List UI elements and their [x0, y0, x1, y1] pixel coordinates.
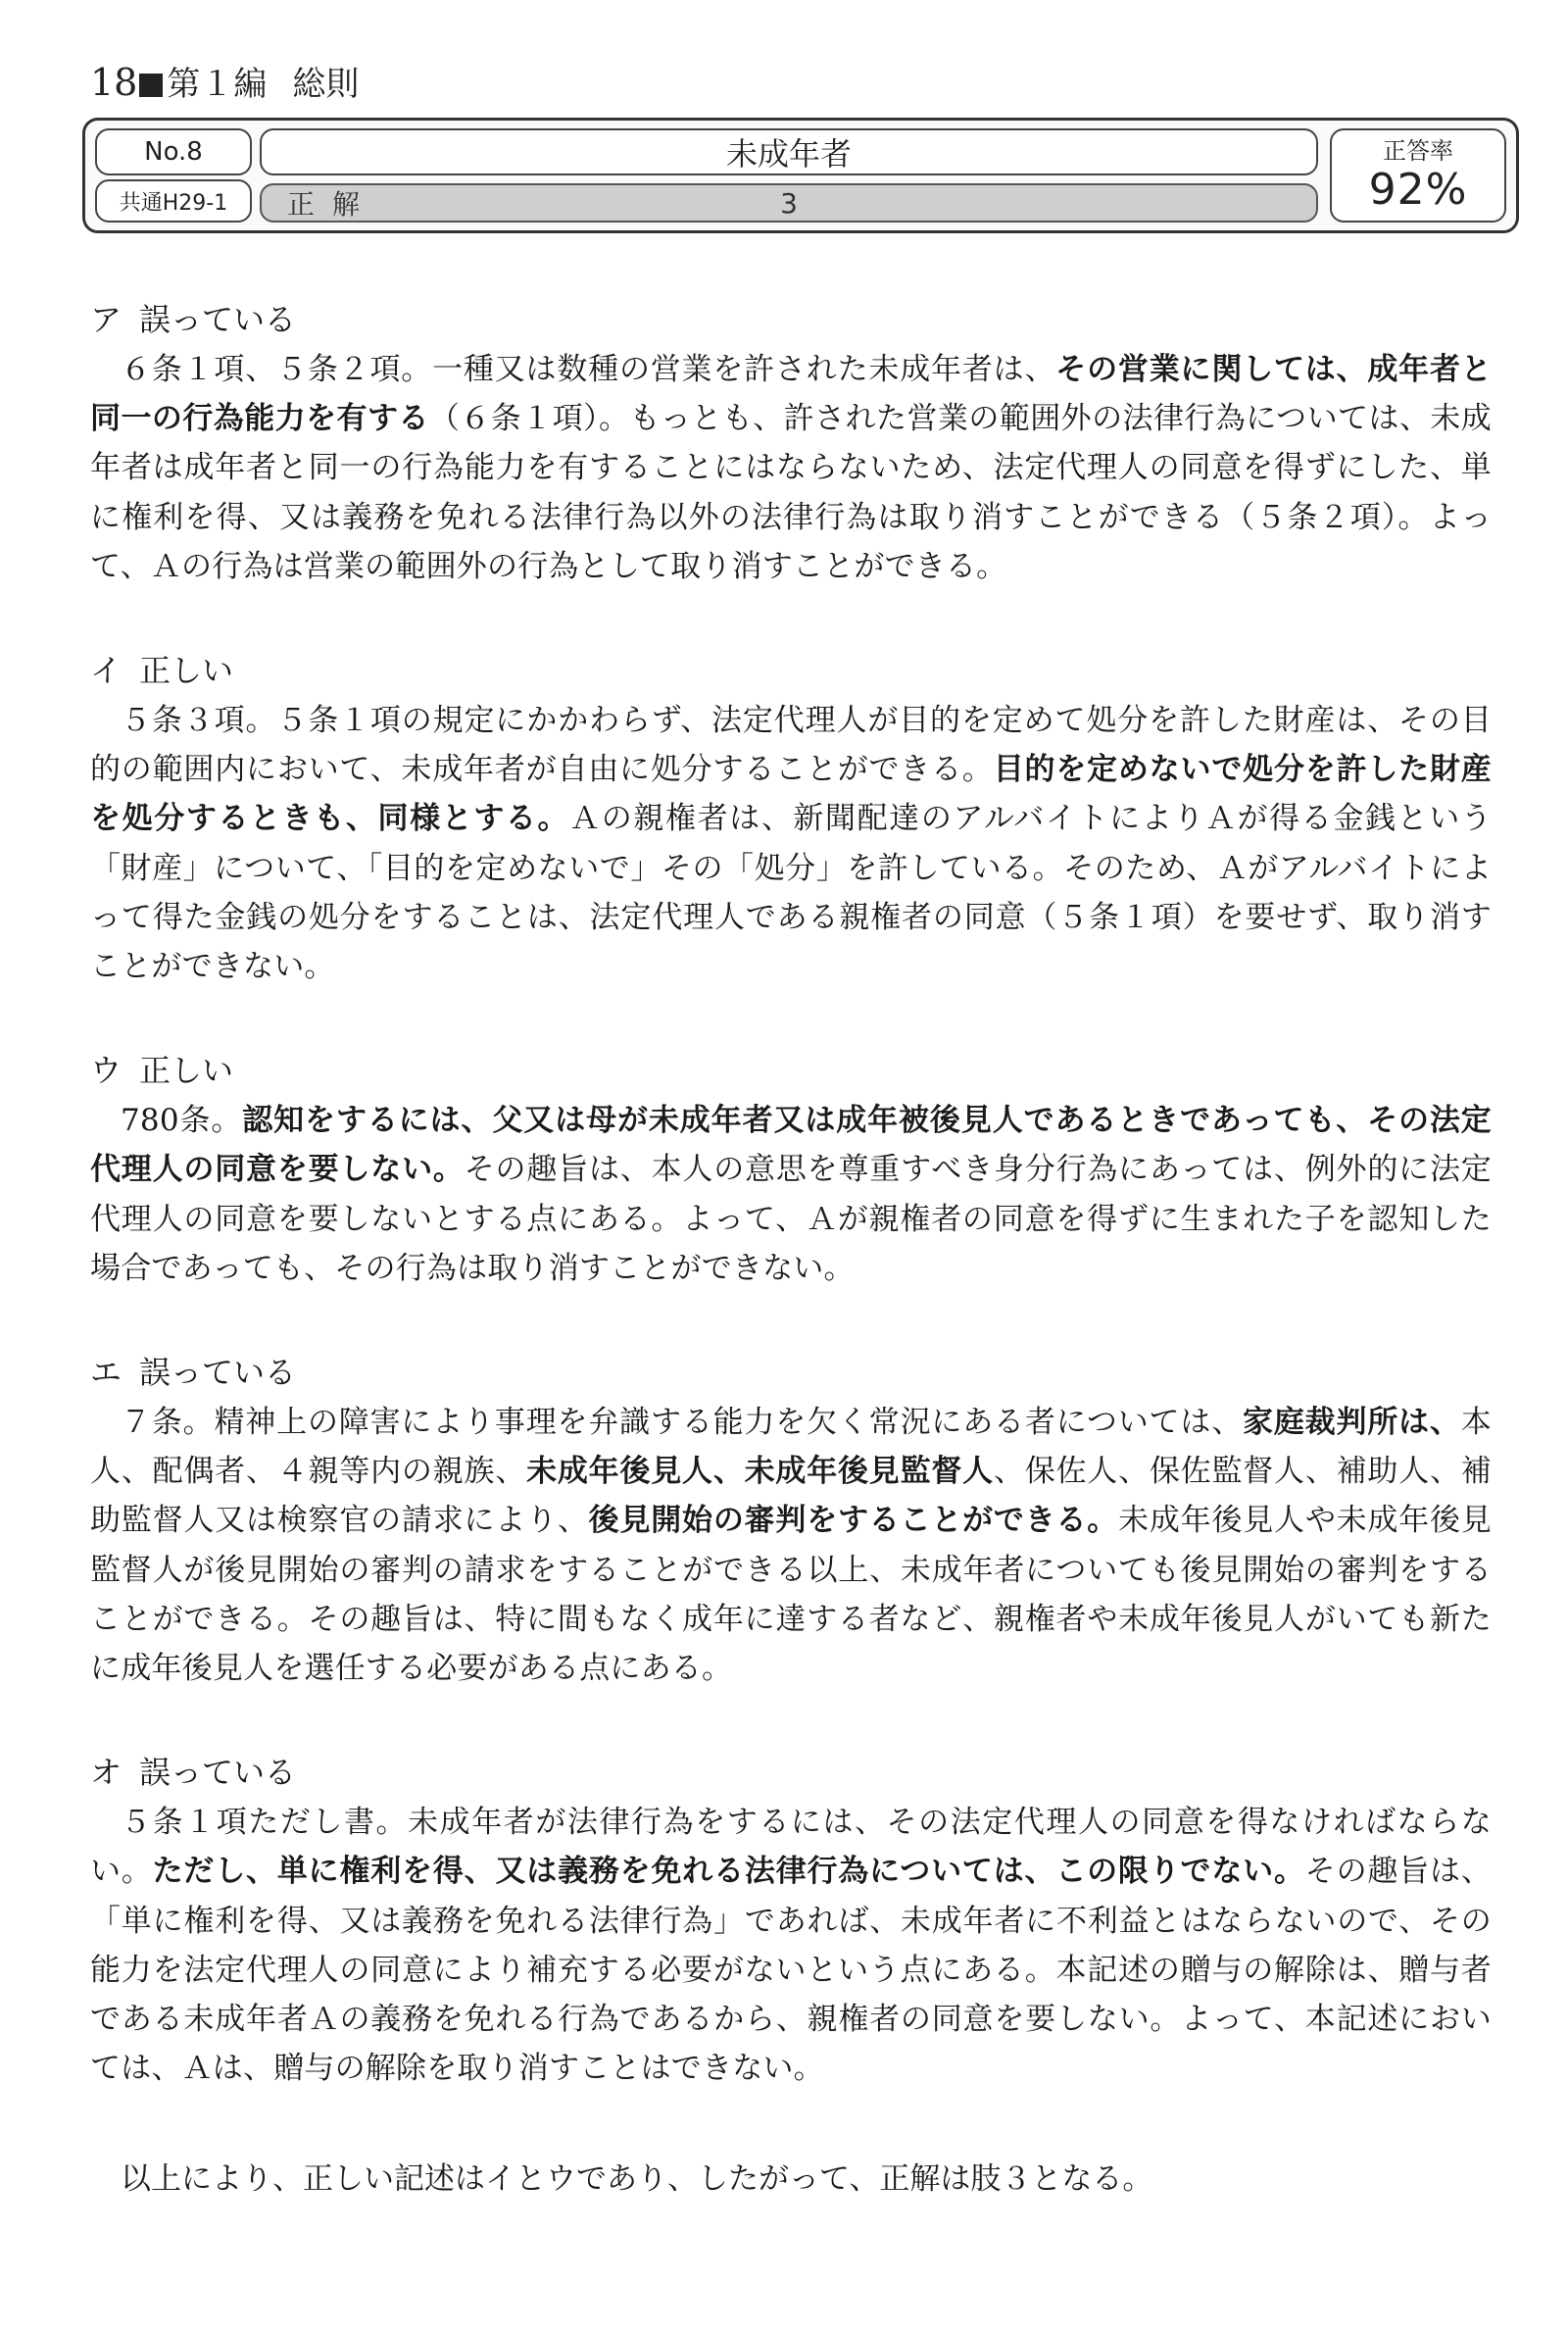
- statement-mark: オ: [90, 1754, 122, 1792]
- explanation-paragraph: [90, 1798, 1492, 2093]
- conclusion: 以上により、正しい記述はイとウであり、したがって、正解は肢３となる。: [121, 2161, 1153, 2198]
- verdict-label: 誤っている: [139, 1354, 297, 1392]
- explanation-section: [90, 1747, 1492, 2093]
- explanation-sections: [90, 294, 1492, 2093]
- emphasized-text: ただし、単に権利を得、又は義務を免れる法律行為については、この限りでない。: [152, 1854, 1305, 1890]
- verdict-label: 誤っている: [139, 1754, 297, 1792]
- explanation-section: [90, 645, 1492, 991]
- statement-verdict: [90, 1045, 1492, 1096]
- emphasized-text: 未成年後見人、未成年後見監督人: [526, 1454, 994, 1490]
- verdict-label: 正しい: [139, 652, 234, 690]
- emphasized-text: 家庭裁判所は、: [1243, 1405, 1461, 1441]
- statement-verdict: [90, 294, 1492, 345]
- explanation-section: [90, 294, 1492, 591]
- body-text: その趣旨は、本人の意思を尊重すべき身分行為にあっては、例外的に法定代理人の同意を要しないとする点にある。よって、Ａが親権者の同意を得ずに生まれた子を認知した場合であっても、その行為は取り消すことができない。: [90, 1152, 1493, 1286]
- body-text: 本人、配偶者、４親等内の親族、: [90, 1405, 1492, 1490]
- correct-rate-box: [1330, 128, 1506, 223]
- statement-mark: ウ: [90, 1052, 122, 1090]
- body-text: ７条。精神上の障害により事理を弁識する能力を欠く常況にある者については、: [121, 1405, 1244, 1441]
- body-text: 未成年後見人や未成年後見監督人が後見開始の審判の請求をすることができる以上、未成年者についても後見開始の審判をすることができる。その趣旨は、特に間もなく成年に達する者など、親権者や未成年後見人がいても新たに成年後見人を選任する必要がある点にある。: [90, 1503, 1492, 1687]
- verdict-label: 正しい: [139, 1052, 234, 1090]
- question-source: 共通H29-1: [95, 179, 252, 223]
- body-text: 、保佐人、保佐監督人、補助人、補助監督人又は検察官の請求により、: [90, 1454, 1492, 1539]
- body-text: その趣旨は、「単に権利を得、又は義務を免れる法律行為」であれば、未成年者に不利益とはならないので、その能力を法定代理人の同意により補充する必要がないという点にある。本記述の贈与の解除は、贈与者である未成年者Ａの義務を免れる行為であるから、親権者の同意を要しない。よって、本記述においては、Ａは、贈与の解除を取り消すことはできない。: [90, 1854, 1492, 2087]
- explanation-paragraph: [90, 1398, 1492, 1693]
- emphasized-text: 認知をするには、父又は母が未成年者又は成年被後見人であるときであっても、その法定代理人の同意を要しない。: [90, 1103, 1493, 1188]
- body-text: ６条１項、５条２項。一種又は数種の営業を許された未成年者は、: [121, 352, 1056, 387]
- body-text: ５条３項。５条１項の規定にかかわらず、法定代理人が目的を定めて処分を許した財産は、その目的の範囲内において、未成年者が自由に処分することができる。: [90, 703, 1492, 788]
- statement-mark: イ: [90, 652, 122, 690]
- correct-rate-value: 92%: [1368, 165, 1468, 215]
- square-bullet-icon: [139, 74, 163, 97]
- question-header: [82, 118, 1519, 233]
- explanation-paragraph: [90, 345, 1492, 591]
- emphasized-text: 目的を定めないで処分を許した財産を処分するときも、同様とする。: [90, 752, 1492, 837]
- question-number: No.8: [95, 128, 252, 175]
- statement-verdict: [90, 1347, 1492, 1398]
- statement-mark: ア: [90, 301, 122, 338]
- statement-verdict: [90, 645, 1492, 696]
- explanation-paragraph: [90, 1096, 1492, 1293]
- body-text: Ａの親権者は、新聞配達のアルバイトによりＡが得る金銭という「財産」について、「目的を定めないで」その「処分」を許している。そのため、Ａがアルバイトによって得た金銭の処分をすることは、法定代理人である親権者の同意（５条１項）を要せず、取り消すことができない。: [90, 801, 1493, 985]
- part-label: 第１編: [167, 65, 268, 104]
- explanation-section: [90, 1045, 1492, 1293]
- body-text: 780条。: [121, 1103, 243, 1139]
- statement-mark: エ: [90, 1354, 122, 1392]
- answer-value: 3: [780, 186, 798, 220]
- emphasized-text: 後見開始の審判をすることができる。: [588, 1503, 1119, 1539]
- explanation-body: [90, 294, 1492, 2205]
- page-number: 18: [90, 61, 138, 104]
- question-title: 未成年者: [260, 128, 1318, 175]
- chapter-label: 総則: [292, 65, 360, 104]
- body-text: （６条１項）。もっとも、許された営業の範囲外の法律行為については、未成年者は成年者と同一の行為能力を有することにはならないため、法定代理人の同意を得ずにした、単に権利を得、又は義務を免れる法律行為以外の法律行為は取り消すことができる（５条２項）。よって、Ａの行為は営業の範囲外の行為として取り消すことができる。: [90, 401, 1492, 584]
- emphasized-text: その営業に関しては、成年者と同一の行為能力を有する: [90, 352, 1492, 437]
- statement-verdict: [90, 1747, 1492, 1798]
- explanation-paragraph: [90, 696, 1492, 991]
- body-text: ５条１項ただし書。未成年者が法律行為をするには、その法定代理人の同意を得なければならない。: [90, 1805, 1492, 1890]
- answer-bar: [260, 183, 1318, 223]
- explanation-section: [90, 1347, 1492, 1693]
- verdict-label: 誤っている: [139, 301, 297, 338]
- running-head: [90, 57, 359, 105]
- answer-label: 正解: [287, 188, 378, 221]
- correct-rate-label: 正答率: [1383, 137, 1453, 165]
